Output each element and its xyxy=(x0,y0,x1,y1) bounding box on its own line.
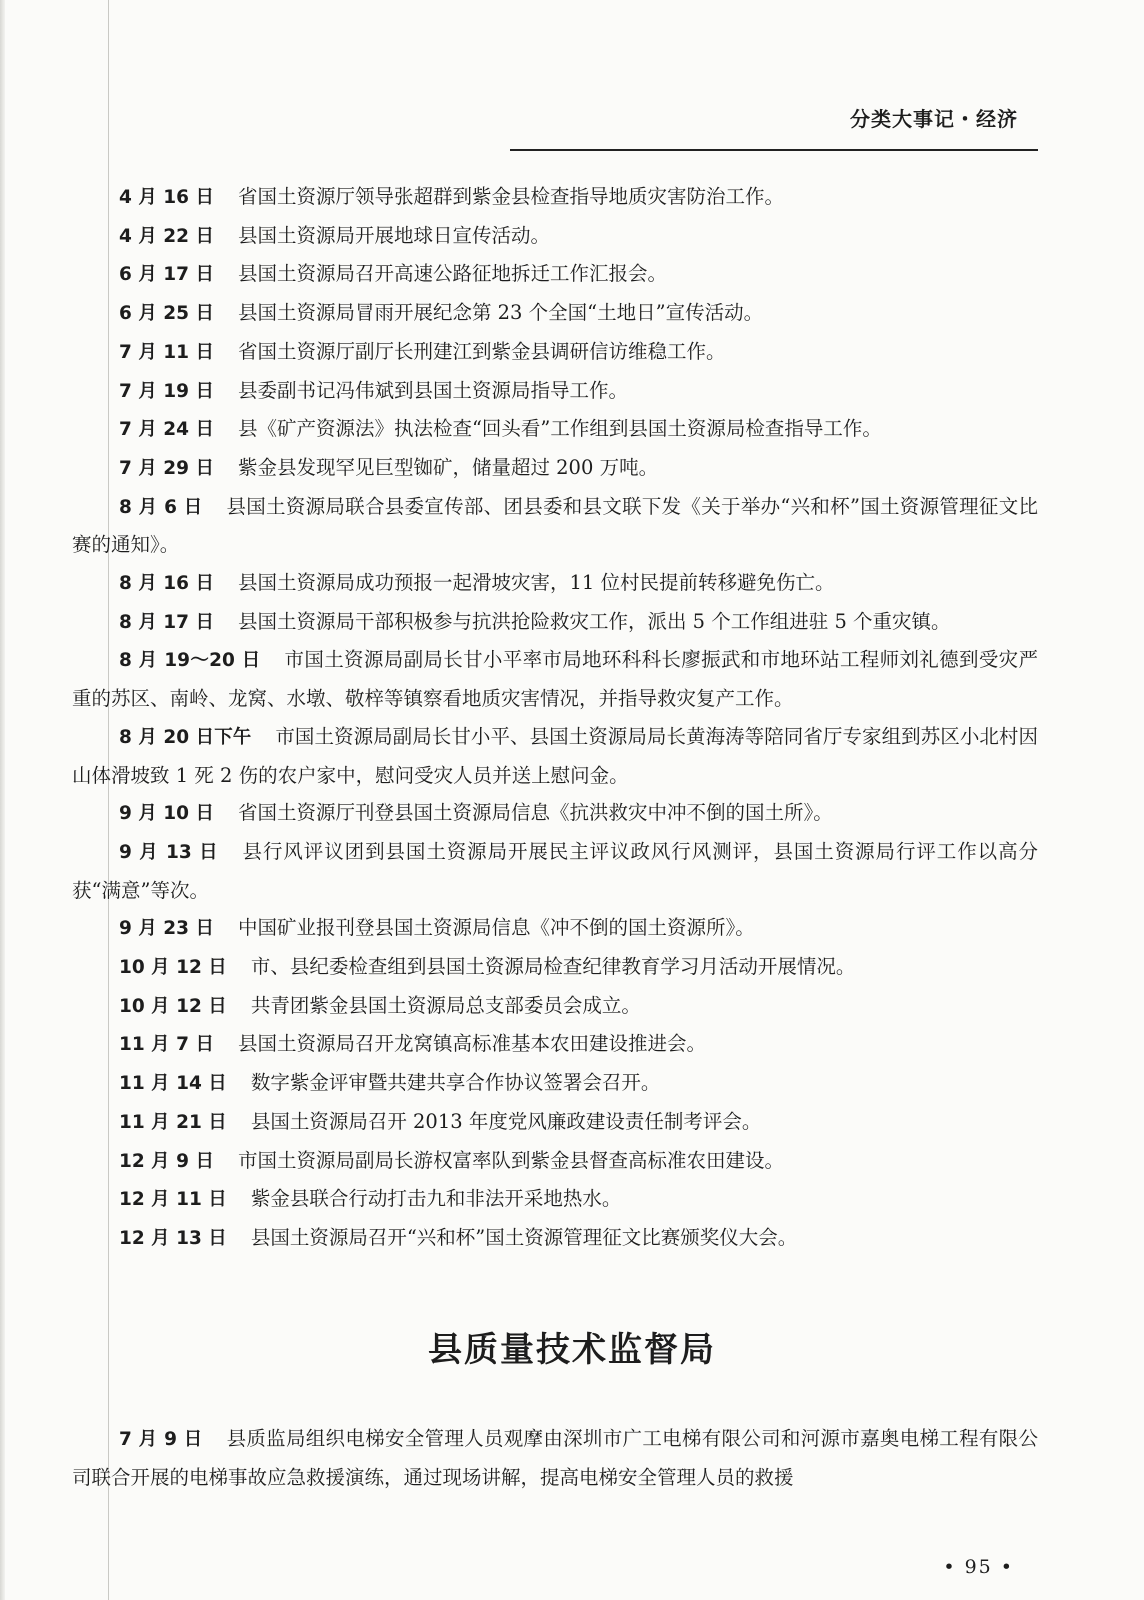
entry-text: 共青团紫金县国土资源局总支部委员会成立。 xyxy=(250,993,641,1017)
entry-text: 市、县纪委检查组到县国土资源局检查纪律教育学习月活动开展情况。 xyxy=(250,955,856,979)
entry-text: 县国土资源局召开龙窝镇高标准基本农田建设推进会。 xyxy=(237,1032,706,1056)
chronicle-entry xyxy=(72,1103,1038,1142)
entry-date: 7 月 19 日 xyxy=(119,380,214,402)
chronicle-entry xyxy=(72,217,1038,256)
entry-date: 7 月 9 日 xyxy=(119,1429,203,1450)
entry-date: 4 月 22 日 xyxy=(119,225,214,247)
entry-text: 县国土资源局开展地球日宣传活动。 xyxy=(237,223,550,247)
chronicle-entry xyxy=(72,333,1038,372)
entry-text: 中国矿业报刊登县国土资源局信息《冲不倒的国土资源所》。 xyxy=(237,916,755,940)
entry-text: 县国土资源局召开“兴和杯”国土资源管理征文比赛颁奖仪大会。 xyxy=(250,1225,798,1249)
entry-date: 9 月 13 日 xyxy=(119,841,219,863)
chronicle-entry xyxy=(72,1025,1038,1064)
section-entries xyxy=(72,1420,1038,1496)
entry-date: 8 月 17 日 xyxy=(119,611,214,633)
entry-text: 市国土资源局副局长游权富率队到紫金县督查高标准农田建设。 xyxy=(237,1148,784,1172)
entry-date: 4 月 16 日 xyxy=(119,187,214,208)
entry-text: 市国土资源局副局长甘小平、县国土资源局局长黄海涛等陪同省厅专家组到苏区小北村因山体滑坡致 1 死 2 伤的农户家中，慰问受灾人员并送上慰问金。 xyxy=(72,724,1038,787)
entry-text: 县行风评议团到县国土资源局开展民主评议政风行风测评，县国土资源局行评工作以高分获“满意”等次。 xyxy=(72,839,1038,902)
entry-text: 数字紫金评审暨共建共享合作协议签署会召开。 xyxy=(250,1071,661,1095)
entry-date: 10 月 12 日 xyxy=(119,995,227,1017)
entry-date: 6 月 17 日 xyxy=(119,264,214,286)
entry-date: 11 月 21 日 xyxy=(119,1111,227,1133)
entry-text: 省国土资源厅领导张超群到紫金县检查指导地质灾害防治工作。 xyxy=(237,185,784,208)
chronicle-entries xyxy=(72,178,1038,1258)
chronicle-entry xyxy=(72,603,1038,642)
chronicle-entry xyxy=(72,410,1038,449)
chronicle-entry xyxy=(72,255,1038,294)
entry-text: 县国土资源局冒雨开展纪念第 23 个全国“土地日”宣传活动。 xyxy=(237,301,764,325)
chronicle-entry xyxy=(72,564,1038,603)
entry-date: 8 月 16 日 xyxy=(119,573,214,595)
chronicle-entry xyxy=(72,1420,1038,1496)
entry-date: 6 月 25 日 xyxy=(119,303,214,325)
entry-text: 市国土资源局副局长甘小平率市局地环科科长廖振武和市地环站工程师刘礼德到受灾严重的苏区、南岭、龙窝、水墩、敬梓等镇察看地质灾害情况，并指导救灾复产工作。 xyxy=(72,648,1038,711)
entry-text: 县委副书记冯伟斌到县国土资源局指导工作。 xyxy=(237,378,628,402)
page-number: • 95 • xyxy=(943,1556,1014,1578)
entry-date: 9 月 10 日 xyxy=(119,803,214,825)
entry-text: 县国土资源局干部积极参与抗洪抢险救灾工作，派出 5 个工作组进驻 5 个重灾镇。 xyxy=(237,609,951,633)
chronicle-entry xyxy=(72,294,1038,333)
chronicle-entry xyxy=(72,488,1038,564)
chronicle-entry xyxy=(72,833,1038,909)
chronicle-entry xyxy=(72,1219,1038,1258)
chronicle-entry xyxy=(72,948,1038,987)
chronicle-entry xyxy=(72,178,1038,217)
entry-date: 7 月 24 日 xyxy=(119,419,214,441)
entry-date: 12 月 13 日 xyxy=(119,1227,227,1249)
entry-text: 县质监局组织电梯安全管理人员观摩由深圳市广工电梯有限公司和河源市嘉奥电梯工程有限公司联合开展的电梯事故应急救援演练，通过现场讲解，提高电梯安全管理人员的救援 xyxy=(72,1427,1038,1489)
entry-date: 8 月 20 日下午 xyxy=(119,726,252,748)
entry-date: 9 月 23 日 xyxy=(119,918,214,940)
entry-date: 8 月 19～20 日 xyxy=(119,650,261,672)
entry-date: 11 月 7 日 xyxy=(119,1034,214,1056)
entry-text: 紫金县联合行动打击九和非法开采地热水。 xyxy=(250,1187,622,1211)
chronicle-entry xyxy=(72,449,1038,488)
entry-text: 紫金县发现罕见巨型铷矿，储量超过 200 万吨。 xyxy=(237,455,659,479)
entry-text: 县国土资源局召开高速公路征地拆迁工作汇报会。 xyxy=(237,262,667,286)
entry-date: 11 月 14 日 xyxy=(119,1073,227,1095)
chronicle-entry xyxy=(72,794,1038,833)
chronicle-entry xyxy=(72,1064,1038,1103)
entry-text: 县国土资源局联合县委宣传部、团县委和县文联下发《关于举办“兴和杯”国土资源管理征文比赛的通知》。 xyxy=(72,494,1038,557)
section-title: 县质量技术监督局 xyxy=(428,1330,716,1370)
chronicle-entry xyxy=(72,372,1038,411)
chronicle-entry xyxy=(72,1142,1038,1181)
entry-date: 12 月 9 日 xyxy=(119,1150,214,1172)
chronicle-entry xyxy=(72,641,1038,717)
entry-date: 10 月 12 日 xyxy=(119,957,227,979)
entry-text: 县《矿产资源法》执法检查“回头看”工作组到县国土资源局检查指导工作。 xyxy=(237,417,882,441)
chronicle-entry xyxy=(72,718,1038,794)
entry-text: 县国土资源局召开 2013 年度党风廉政建设责任制考评会。 xyxy=(250,1109,762,1133)
chronicle-entry xyxy=(72,1180,1038,1219)
header-rule xyxy=(510,149,1038,151)
entry-text: 县国土资源局成功预报一起滑坡灾害，11 位村民提前转移避免伤亡。 xyxy=(237,571,835,595)
entry-date: 7 月 11 日 xyxy=(119,341,214,363)
entry-text: 省国土资源厅刊登县国土资源局信息《抗洪救灾中冲不倒的国土所》。 xyxy=(237,801,833,825)
entry-date: 8 月 6 日 xyxy=(119,496,203,518)
chronicle-entry xyxy=(72,987,1038,1026)
entry-date: 12 月 11 日 xyxy=(119,1189,227,1211)
running-header: 分类大事记・经济 xyxy=(850,107,1018,131)
entry-text: 省国土资源厅副厅长刑建江到紫金县调研信访维稳工作。 xyxy=(237,339,726,363)
entry-date: 7 月 29 日 xyxy=(119,457,214,479)
chronicle-entry xyxy=(72,909,1038,948)
